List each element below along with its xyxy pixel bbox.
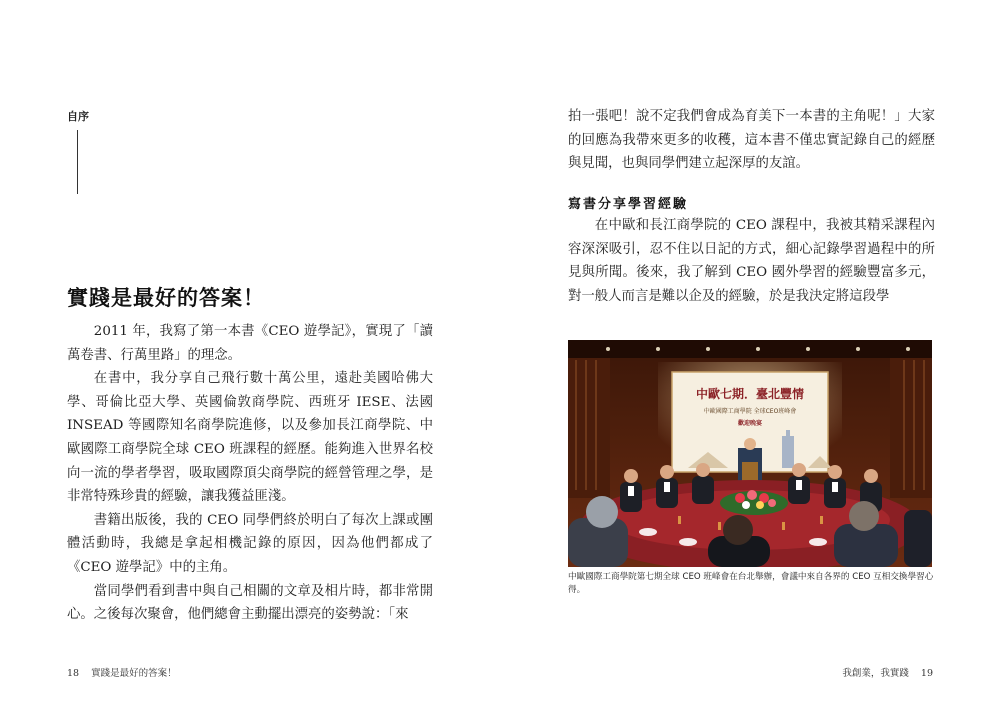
- page-number: 18: [67, 668, 80, 679]
- paragraph: 2011 年，我寫了第一本書《CEO 遊學記》，實現了「讀萬卷書、行萬里路」的理念。: [67, 324, 433, 363]
- paragraph: 當同學們看到書中與自己相關的文章及相片時，都非常開心。之後每次聚會，他們總會主動擺出漂亮的姿勢說：「來: [67, 583, 433, 623]
- banner-small-text: 歡迎晚宴: [737, 420, 763, 427]
- running-title: 實踐是最好的答案！: [91, 668, 177, 679]
- right-page: [500, 0, 1000, 709]
- page-number: 19: [920, 668, 933, 679]
- continued-paragraph: [568, 105, 935, 176]
- section-subheading: 寫書分享學習經驗: [568, 197, 689, 212]
- section-tag: 自序: [67, 110, 89, 123]
- section-rule: [77, 130, 78, 194]
- banquet-photo: [568, 340, 932, 567]
- banner-subtitle: 中歐國際工商學院 全球CEO班峰會: [703, 408, 797, 415]
- paragraph: 拍一張吧！說不定我們會成為育美下一本書的主角呢！」大家的回應為我帶來更多的收穫，這本書不僅忠實記錄自己的經歷與見聞，也與同學們建立起深厚的友誼。: [568, 109, 935, 172]
- banquet-illustration: [568, 340, 932, 567]
- chapter-title: 實踐是最好的答案！: [67, 285, 265, 310]
- right-body-text: [568, 214, 935, 308]
- left-body-text: [67, 320, 433, 627]
- paragraph: 在書中，我分享自己飛行數十萬公里，遠赴美國哈佛大學、哥倫比亞大學、英國倫敦商學院、西班牙 IESE、法國 INSEAD 等國際知名商學院進修，以及參加長江商學院、中歐國際工商學院全球 CEO 班課程的經歷。能夠進入世界名校向一流的學者學習，吸取國際頂尖商學院的經營管理之學，是非常特殊珍貴的經驗，讓我獲益匪淺。: [67, 371, 433, 505]
- left-folio: [67, 665, 177, 679]
- right-folio: [842, 665, 933, 679]
- photo-caption: 中歐國際工商學院第七期全球 CEO 班峰會在台北舉辦，會議中來自各界的 CEO 互相交換學習心得。: [568, 572, 934, 595]
- paragraph: 書籍出版後，我的 CEO 同學們終於明白了每次上課或團體活動時，我總是拿起相機記錄的原因，因為他們都成了《CEO 遊學記》中的主角。: [67, 512, 433, 575]
- paragraph: 在中歐和長江商學院的 CEO 課程中，我被其精采課程內容深深吸引，忍不住以日記的方式，細心記錄學習過程中的所見與所聞。後來，我了解到 CEO 國外學習的經驗豐富多元，對一般人而言是難以企及的經驗，於是我決定將這段學: [568, 218, 935, 304]
- banner-title: 中歐七期．臺北豐情: [695, 387, 805, 401]
- running-title: 我創業，我實踐: [842, 668, 909, 679]
